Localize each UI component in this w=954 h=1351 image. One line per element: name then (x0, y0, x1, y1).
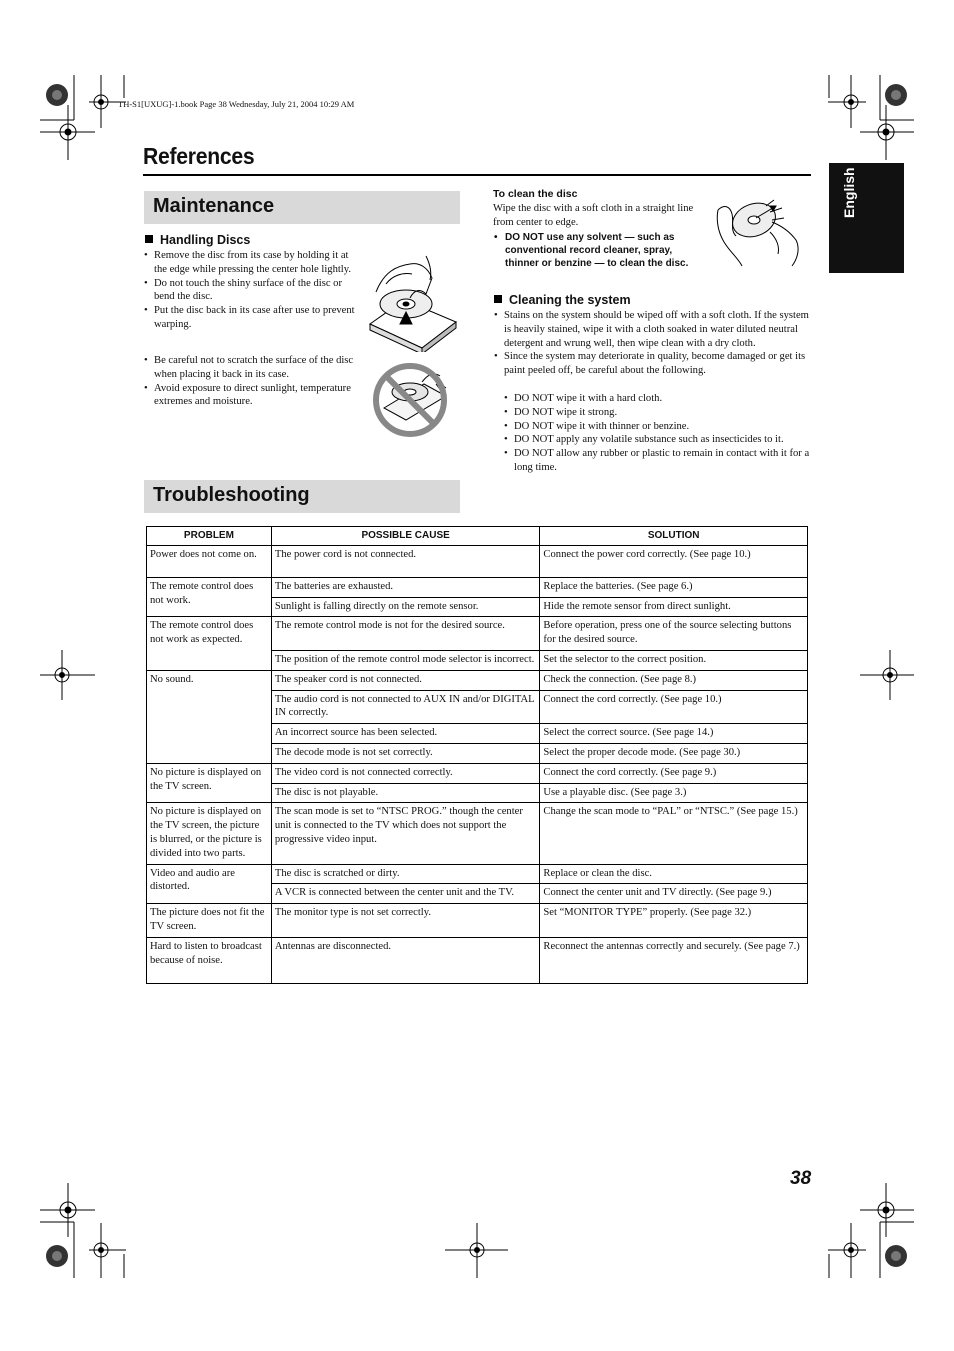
solution-cell: Before operation, press one of the source selecting buttons for the desired source. (540, 617, 808, 651)
cause-cell: The speaker cord is not connected. (271, 670, 540, 690)
cause-cell: The remote control mode is not for the desired source. (271, 617, 540, 651)
cause-cell: The disc is not playable. (271, 783, 540, 803)
list-item: • Be careful not to scratch the surface of the disc when placing it back in its case. (144, 354, 362, 382)
solution-cell: Use a playable disc. (See page 3.) (540, 783, 808, 803)
cause-cell: The audio cord is not connected to AUX IN and/or DIGITAL IN correctly. (271, 690, 540, 724)
list-item: • DO NOT wipe it strong. (494, 406, 814, 420)
handling-bullets-a (144, 249, 362, 332)
language-tab (829, 163, 904, 273)
problem-cell: The picture does not fit the TV screen. (147, 904, 272, 938)
title-rule (143, 174, 811, 176)
table-row (147, 617, 808, 651)
language-tab-label: English (841, 167, 857, 218)
cause-cell: Antennas are disconnected. (271, 937, 540, 983)
solution-cell: Check the connection. (See page 8.) (540, 670, 808, 690)
troubleshooting-heading-band (144, 480, 460, 513)
table-row (147, 763, 808, 783)
square-bullet-icon (145, 235, 153, 243)
cause-cell: The monitor type is not set correctly. (271, 904, 540, 938)
solution-cell: Connect the power cord correctly. (See page 10.) (540, 545, 808, 577)
clean-disc-heading: To clean the disc (493, 188, 578, 200)
problem-cell: Power does not come on. (147, 545, 272, 577)
square-bullet-icon (494, 295, 502, 303)
table-header-row (147, 527, 808, 546)
problem-cell: Video and audio are distorted. (147, 864, 272, 904)
list-item: • Do not touch the shiny surface of the disc or bend the disc. (144, 277, 362, 305)
disc-case-illustration (366, 252, 458, 352)
column-header-problem: PROBLEM (147, 527, 272, 546)
column-header-solution: SOLUTION (540, 527, 808, 546)
solution-cell: Connect the center unit and TV directly. (See page 9.) (540, 884, 808, 904)
list-item: • Put the disc back in its case after use to prevent warping. (144, 304, 362, 332)
cause-cell: An incorrect source has been selected. (271, 724, 540, 744)
clean-disc-block (493, 188, 701, 270)
solution-cell: Set the selector to the correct position. (540, 650, 808, 670)
cause-cell: A VCR is connected between the center unit and the TV. (271, 884, 540, 904)
problem-cell: No sound. (147, 670, 272, 763)
problem-cell: The remote control does not work as expected. (147, 617, 272, 670)
table-row (147, 937, 808, 983)
list-item: • Avoid exposure to direct sunlight, temperature extremes and moisture. (144, 382, 362, 410)
solution-cell: Replace or clean the disc. (540, 864, 808, 884)
list-item: • DO NOT allow any rubber or plastic to remain in contact with it for a long time. (494, 447, 814, 475)
cause-cell: The video cord is not connected correctly. (271, 763, 540, 783)
solution-cell: Connect the cord correctly. (See page 10.) (540, 690, 808, 724)
table-row (147, 904, 808, 938)
problem-cell: No picture is displayed on the TV screen, the picture is blurred, or the picture is divided into two parts. (147, 803, 272, 864)
cause-cell: The scan mode is set to “NTSC PROG.” though the center unit is connected to the TV which does not support the progressive video input. (271, 803, 540, 864)
list-item: • DO NOT apply any volatile substance such as insecticides to it. (494, 433, 814, 447)
handling-bullets-b (144, 354, 362, 409)
table-row (147, 545, 808, 577)
handling-discs-heading: Handling Discs (145, 233, 250, 247)
solution-cell: Change the scan mode to “PAL” or “NTSC.” (See page 15.) (540, 803, 808, 864)
cause-cell: The disc is scratched or dirty. (271, 864, 540, 884)
cause-cell: The batteries are exhausted. (271, 577, 540, 597)
page-number: 38 (790, 1168, 812, 1189)
solution-cell: Connect the cord correctly. (See page 9.) (540, 763, 808, 783)
table-row (147, 670, 808, 690)
cleaning-system-bullets (494, 309, 814, 378)
book-info-line: TH-S1[UXUG]-1.book Page 38 Wednesday, July 21, 2004 10:29 AM (118, 99, 355, 109)
list-item: • DO NOT wipe it with a hard cloth. (494, 392, 814, 406)
list-item: • DO NOT use any solvent — such as conventional record cleaner, spray, thinner or benzine — to clean the disc. (493, 231, 701, 270)
troubleshooting-table (146, 526, 808, 984)
wiping-disc-illustration (712, 192, 802, 270)
troubleshooting-heading: Troubleshooting (153, 484, 310, 506)
problem-cell: No picture is displayed on the TV screen. (147, 763, 272, 803)
table-row (147, 577, 808, 597)
page-title: References (143, 143, 255, 169)
solution-cell: Set “MONITOR TYPE” properly. (See page 32.) (540, 904, 808, 938)
no-scratch-prohibition-icon (372, 362, 452, 440)
solution-cell: Replace the batteries. (See page 6.) (540, 577, 808, 597)
problem-cell: The remote control does not work. (147, 577, 272, 617)
list-item: • Stains on the system should be wiped off with a soft cloth. If the system is heavily stained, wipe it with a cloth soaked in water diluted neutral detergent and wrung well, then wipe clean with a dry cloth. (494, 309, 814, 350)
cause-cell: The power cord is not connected. (271, 545, 540, 577)
solution-cell: Select the correct source. (See page 14.) (540, 724, 808, 744)
maintenance-heading: Maintenance (153, 195, 275, 217)
clean-disc-warning (493, 231, 701, 270)
list-item: • Since the system may deteriorate in quality, become damaged or get its paint peeled off, be careful about the following. (494, 350, 814, 378)
cleaning-system-heading: Cleaning the system (494, 293, 631, 307)
cause-cell: The decode mode is not set correctly. (271, 743, 540, 763)
maintenance-heading-band (144, 191, 460, 224)
list-item: • Remove the disc from its case by holding it at the edge while pressing the center hole lightly. (144, 249, 362, 277)
cause-cell: Sunlight is falling directly on the remote sensor. (271, 597, 540, 617)
cleaning-system-sub-bullets (494, 392, 814, 475)
list-item: • DO NOT wipe it with thinner or benzine. (494, 420, 814, 434)
column-header-cause: POSSIBLE CAUSE (271, 527, 540, 546)
cause-cell: The position of the remote control mode selector is incorrect. (271, 650, 540, 670)
solution-cell: Select the proper decode mode. (See page 30.) (540, 743, 808, 763)
problem-cell: Hard to listen to broadcast because of noise. (147, 937, 272, 983)
table-row (147, 864, 808, 884)
solution-cell: Hide the remote sensor from direct sunlight. (540, 597, 808, 617)
clean-disc-text: Wipe the disc with a soft cloth in a straight line from center to edge. (493, 203, 694, 228)
solution-cell: Reconnect the antennas correctly and securely. (See page 7.) (540, 937, 808, 983)
table-row (147, 803, 808, 864)
